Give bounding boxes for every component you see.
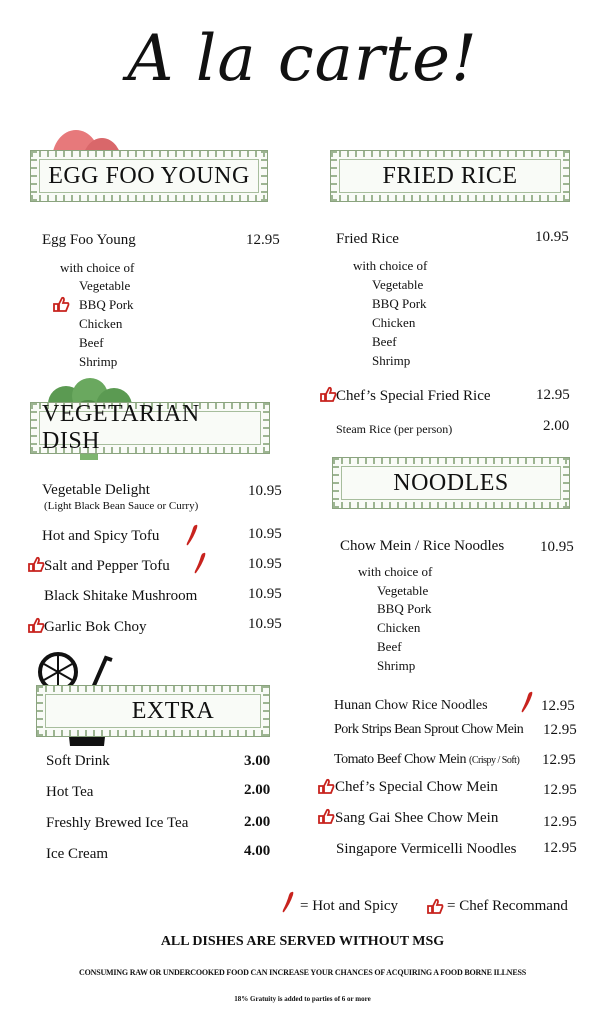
list-item: Shrimp [377, 658, 416, 673]
list-item-price: 10.95 [248, 616, 282, 632]
egg-foo-young-choice-label: with choice of [60, 260, 135, 275]
thumbs-up-icon [27, 617, 45, 633]
list-item: Shrimp [79, 354, 118, 369]
food-warning: CONSUMING RAW OR UNDERCOOKED FOOD CAN INCREASE YOUR CHANCES OF ACQUIRING A FOOD BORNE ILLNESS [79, 968, 526, 977]
chili-pepper-icon [519, 690, 535, 714]
list-item-price: 12.95 [543, 840, 577, 856]
list-item: Singapore Vermicelli Noodles [336, 841, 517, 857]
list-item: BBQ Pork [377, 601, 432, 616]
list-item: Beef [377, 639, 402, 654]
chef-special-fried-rice: Chef’s Special Fried Rice [336, 388, 491, 404]
noodles-choice-label: with choice of [358, 564, 433, 579]
list-item-name: Tomato Beef Chow Mein [334, 752, 466, 767]
msg-notice: ALL DISHES ARE SERVED WITHOUT MSG [160, 934, 445, 949]
list-item: Freshly Brewed Ice Tea [46, 815, 189, 831]
list-item-price: 12.95 [543, 814, 577, 830]
thumbs-up-icon [426, 898, 444, 914]
legend-chef: = Chef Recommand [447, 898, 568, 914]
list-item: Sang Gai Shee Chow Mein [335, 810, 499, 826]
list-item: Vegetable [377, 583, 429, 598]
list-item: Chicken [377, 620, 421, 635]
thumbs-up-icon [319, 386, 337, 402]
extra-heading: EXTRA [45, 694, 261, 728]
list-item-price: 2.00 [244, 814, 271, 830]
list-item: Black Shitake Mushroom [44, 588, 198, 604]
list-item: Pork Strips Bean Sprout Chow Mein [334, 722, 524, 737]
legend-hot: = Hot and Spicy [300, 898, 399, 914]
egg-foo-young-item: Egg Foo Young [42, 232, 136, 248]
list-item: BBQ Pork [79, 297, 134, 312]
list-item: Hot Tea [46, 784, 94, 800]
list-item: Chicken [79, 316, 123, 331]
chow-mein-price: 10.95 [540, 539, 574, 555]
fried-rice-item: Fried Rice [336, 231, 399, 247]
thumbs-up-icon [317, 778, 335, 794]
egg-foo-young-heading: EGG FOO YOUNG [39, 159, 259, 193]
menu-title: A la carte! [127, 22, 478, 96]
list-item: Chicken [372, 315, 416, 330]
list-item: Shrimp [372, 353, 411, 368]
list-item [334, 752, 519, 768]
steam-rice: Steam Rice (per person) [336, 422, 453, 436]
list-item-price: 10.95 [248, 526, 282, 542]
extra-banner [36, 685, 270, 737]
egg-foo-young-banner [30, 150, 268, 202]
noodles-heading: NOODLES [341, 466, 561, 500]
list-item-price: 2.00 [244, 782, 271, 798]
list-item: Salt and Pepper Tofu [44, 558, 170, 574]
list-item: BBQ Pork [372, 296, 427, 311]
list-item-price: 3.00 [244, 753, 271, 769]
list-item-price: 4.00 [244, 843, 271, 859]
list-item: Vegetable [79, 278, 131, 293]
list-item-price: 12.95 [542, 752, 576, 768]
fried-rice-choice-label: with choice of [353, 258, 428, 273]
thumbs-up-icon [52, 296, 70, 312]
list-item: Hot and Spicy Tofu [42, 528, 160, 544]
list-item-price: 12.95 [543, 722, 577, 738]
fried-rice-banner [330, 150, 570, 202]
list-item: Soft Drink [46, 753, 110, 769]
gratuity-notice: 18% Gratuity is added to parties of 6 or more [234, 995, 371, 1003]
thumbs-up-icon [317, 808, 335, 824]
list-item: Chef’s Special Chow Mein [335, 779, 498, 795]
list-item-price: 10.95 [248, 586, 282, 602]
vegetarian-heading: VEGETARIAN DISH [39, 411, 261, 445]
steam-rice-price: 2.00 [543, 418, 570, 434]
fried-rice-heading: FRIED RICE [339, 159, 561, 193]
list-item: Hunan Chow Rice Noodles [334, 698, 488, 713]
vegetable-delight-note: (Light Black Bean Sauce or Curry) [44, 500, 199, 512]
thumbs-up-icon [27, 556, 45, 572]
list-item: Beef [372, 334, 397, 349]
list-item: Vegetable [372, 277, 424, 292]
list-item-price: 12.95 [543, 782, 577, 798]
list-item: Ice Cream [46, 846, 109, 862]
chef-special-fried-rice-price: 12.95 [536, 387, 570, 403]
list-item-price: 10.95 [248, 556, 282, 572]
list-item: Garlic Bok Choy [44, 619, 147, 635]
chili-pepper-icon [192, 551, 208, 575]
chili-pepper-icon [184, 523, 200, 547]
list-item-price: 12.95 [541, 698, 575, 714]
vegetarian-banner [30, 402, 270, 454]
fried-rice-price: 10.95 [535, 229, 569, 245]
chili-pepper-icon [280, 890, 296, 914]
noodles-banner [332, 457, 570, 509]
list-item-note: (Crispy / Soft) [469, 755, 520, 766]
list-item: Vegetable Delight [42, 482, 150, 498]
list-item: Beef [79, 335, 104, 350]
list-item-price: 10.95 [248, 483, 282, 499]
chow-mein-item: Chow Mein / Rice Noodles [340, 538, 505, 554]
egg-foo-young-price: 12.95 [246, 232, 280, 248]
